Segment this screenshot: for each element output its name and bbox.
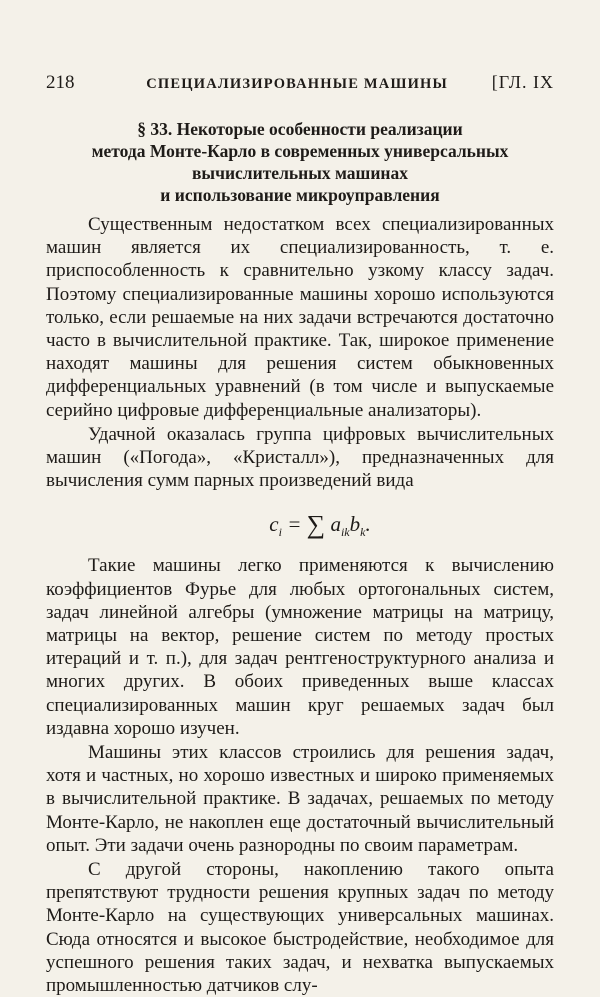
- body-text: [46, 213, 554, 997]
- section-heading: [46, 118, 554, 206]
- running-head: [46, 72, 554, 94]
- formula-lhs: c: [269, 512, 279, 537]
- sum-sign: ∑: [306, 510, 326, 540]
- formula-lhs-index: i: [278, 525, 282, 540]
- formula-b: b: [349, 512, 361, 537]
- paragraph: Удачной оказалась группа цифровых вычислительных машин («Погода», «Кристалл»), предназначенных для вычисления сумм парных произведений вида: [46, 423, 554, 492]
- formula-a: a: [330, 512, 341, 537]
- formula-a-index: ik: [340, 525, 350, 540]
- running-title: СПЕЦИАЛИЗИРОВАННЫЕ МАШИНЫ: [146, 76, 448, 92]
- heading-line: вычислительных машинах: [191, 163, 409, 183]
- formula-period: .: [365, 512, 371, 537]
- paragraph: Такие машины легко применяются к вычислению коэффициентов Фурье для любых ортогональных систем, задач линейной алгебры (умножение матрицы на матрицу, матрицы на вектор, решение систем по методу простых итераций и т. п.), для задач рентгеноструктурного анализа и многих других. В обоих приведенных выше классах специализированных машин круг решаемых задач был издавна хорошо изучен.: [46, 555, 554, 739]
- paragraph: Машины этих классов строились для решения задач, хотя и частных, но хорошо известных и широко применяемых в вычислительной практике. В задачах, решаемых по методу Монте-Карло, не накоплен еще достаточный вычислительный опыт. Эти задачи очень разнородны по своим параметрам.: [46, 742, 554, 856]
- paragraph: Существенным недостатком всех специализированных машин является их специализированность, т. е. приспособленность к сравнительно узкому классу задач. Поэтому специализированные машины хорошо используются только, если решаемые на них задачи встречаются достаточно часто в вычислительной практике. Так, широкое применение находят машины для решения систем обыкновенных дифференциальных уравнений (в том числе и выпускаемые серийно цифровые дифференциальные анализаторы).: [46, 214, 554, 421]
- heading-line: метода Монте-Карло в современных универсальных: [91, 141, 509, 161]
- paragraph: С другой стороны, накоплению такого опыта препятствуют трудности решения крупных задач по методу Монте-Карло на существующих универсальных машинах. Сюда относятся и высокое быстродействие, необходимое для успешного решения таких задач, и нехватка выпускаемых промышленностью датчиков слу-: [46, 859, 554, 997]
- heading-line: и использование микроуправления: [160, 185, 440, 205]
- sum-formula: [46, 509, 554, 539]
- chapter-marker: [ГЛ. IX: [491, 72, 554, 92]
- heading-line: § 33. Некоторые особенности реализации: [137, 119, 463, 139]
- page-number: 218: [46, 72, 75, 93]
- formula-b-index: k: [360, 525, 366, 540]
- formula-equals: =: [281, 512, 307, 537]
